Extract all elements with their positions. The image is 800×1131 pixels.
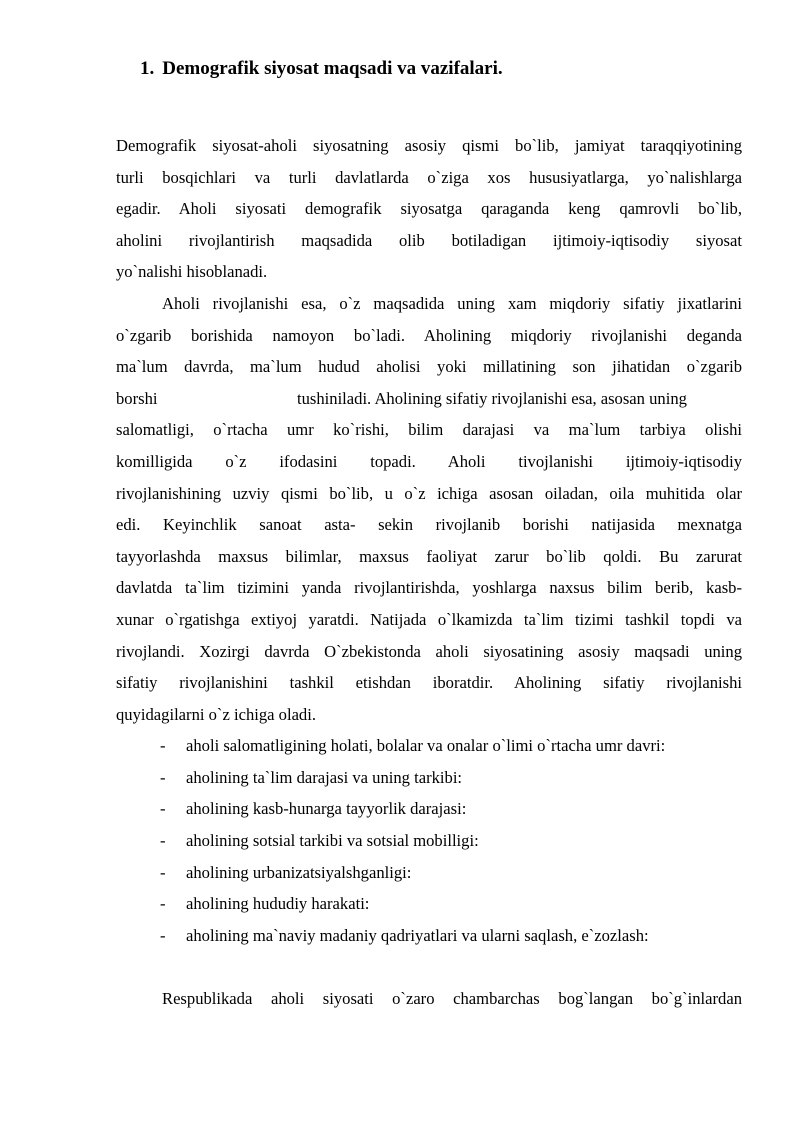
list-item-text: aholining kasb-hunarga tayyorlik darajasi: [186, 799, 467, 819]
text-line: aholini rivojlantirish maqsadida olib botiladigan ijtimoiy-iqtisodiy siyosat [116, 230, 742, 250]
text-line: turli bosqichlari va turli davlatlarda o`ziga xos hususiyatlarga, yo`nalishlarga [116, 167, 742, 187]
text-line: rivojlandi. Xozirgi davrda O`zbekistonda aholi siyosatining asosiy maqsadi uning [116, 641, 742, 661]
list-item [116, 793, 742, 825]
list-marker: - [160, 925, 166, 945]
list-item-text: aholining hududiy harakati: [186, 894, 370, 914]
list-item-text: aholi salomatligining holati, bolalar va onalar o`limi o`rtacha umr davri: [186, 736, 666, 756]
list-marker: - [160, 736, 166, 756]
list-marker: - [160, 894, 166, 914]
list-item-text: aholining urbanizatsiyalshganligi: [186, 862, 412, 882]
list-item [116, 730, 742, 762]
text-fragment: borshi [116, 388, 158, 408]
document-body [116, 130, 742, 1015]
text-line: o`zgarib borishida namoyon bo`ladi. Aholining miqdoriy rivojlanishi deganda [116, 325, 742, 345]
paragraph-1 [116, 130, 742, 288]
list-marker: - [160, 799, 166, 819]
list-marker: - [160, 831, 166, 851]
text-line [116, 383, 742, 415]
list-item [116, 825, 742, 857]
text-line: edi. Keyinchlik sanoat asta- sekin rivojlanib borishi natijasida mexnatga [116, 515, 742, 535]
text-line: Aholi rivojlanishi esa, o`z maqsadida uning xam miqdoriy sifatiy jixatlarini [162, 293, 742, 313]
text-line: ma`lum davrda, ma`lum hudud aholisi yoki millatining son jihatidan o`zgarib [116, 357, 742, 377]
list-item-text: aholining ta`lim darajasi va uning tarkibi: [186, 767, 463, 787]
text-line: quyidagilarni o`z ichiga oladi. [116, 704, 316, 724]
paragraph-3: Respublikada aholi siyosati o`zaro chambarchas bog`langan bo`g`inlardan [162, 989, 742, 1009]
section-heading [140, 58, 503, 80]
text-fragment: tushiniladi. Aholining sifatiy rivojlanishi esa, asosan uning [297, 388, 687, 408]
list-item-text: aholining ma`naviy madaniy qadriyatlari va ularni saqlash, e`zozlash: [186, 925, 649, 945]
list-item [116, 762, 742, 794]
text-line: yo`nalishi hisoblanadi. [116, 262, 268, 282]
list-item [116, 888, 742, 920]
text-line: salomatligi, o`rtacha umr ko`rishi, bilim darajasi va ma`lum tarbiya olishi [116, 420, 742, 440]
bullet-list [116, 730, 742, 951]
list-item [116, 857, 742, 889]
list-marker: - [160, 767, 166, 787]
heading-number: 1. [140, 58, 155, 79]
text-line: sifatiy rivojlanishini tashkil etishdan iboratdir. Aholining sifatiy rivojlanishi [116, 673, 742, 693]
text-line: komilligida o`z ifodasini topadi. Aholi tivojlanishi ijtimoiy-iqtisodiy [116, 451, 742, 471]
text-line: tayyorlashda maxsus bilimlar, maxsus faoliyat zarur bo`lib qoldi. Bu zarurat [116, 546, 742, 566]
paragraph-2 [116, 288, 742, 730]
text-line: rivojlanishining uzviy qismi bo`lib, u o`z ichiga asosan oiladan, oila muhitida olar [116, 483, 742, 503]
text-line: Demografik siyosat-aholi siyosatning asosiy qismi bo`lib, jamiyat taraqqiyotining [116, 136, 742, 155]
list-marker: - [160, 862, 166, 882]
text-line: davlatda ta`lim tizimini yanda rivojlantirishda, yoshlarga naxsus bilim berib, kasb- [116, 578, 742, 598]
list-item-text: aholining sotsial tarkibi va sotsial mobilligi: [186, 831, 479, 851]
spacer [116, 951, 742, 983]
heading-title: Demografik siyosat maqsadi va vazifalari. [162, 58, 503, 79]
text-line: xunar o`rgatishga extiyoj yaratdi. Natijada o`lkamizda ta`lim tizimi tashkil topdi va [116, 609, 742, 629]
list-item [116, 920, 742, 952]
text-line: egadir. Aholi siyosati demografik siyosatga qaraganda keng qamrovli bo`lib, [116, 199, 742, 219]
